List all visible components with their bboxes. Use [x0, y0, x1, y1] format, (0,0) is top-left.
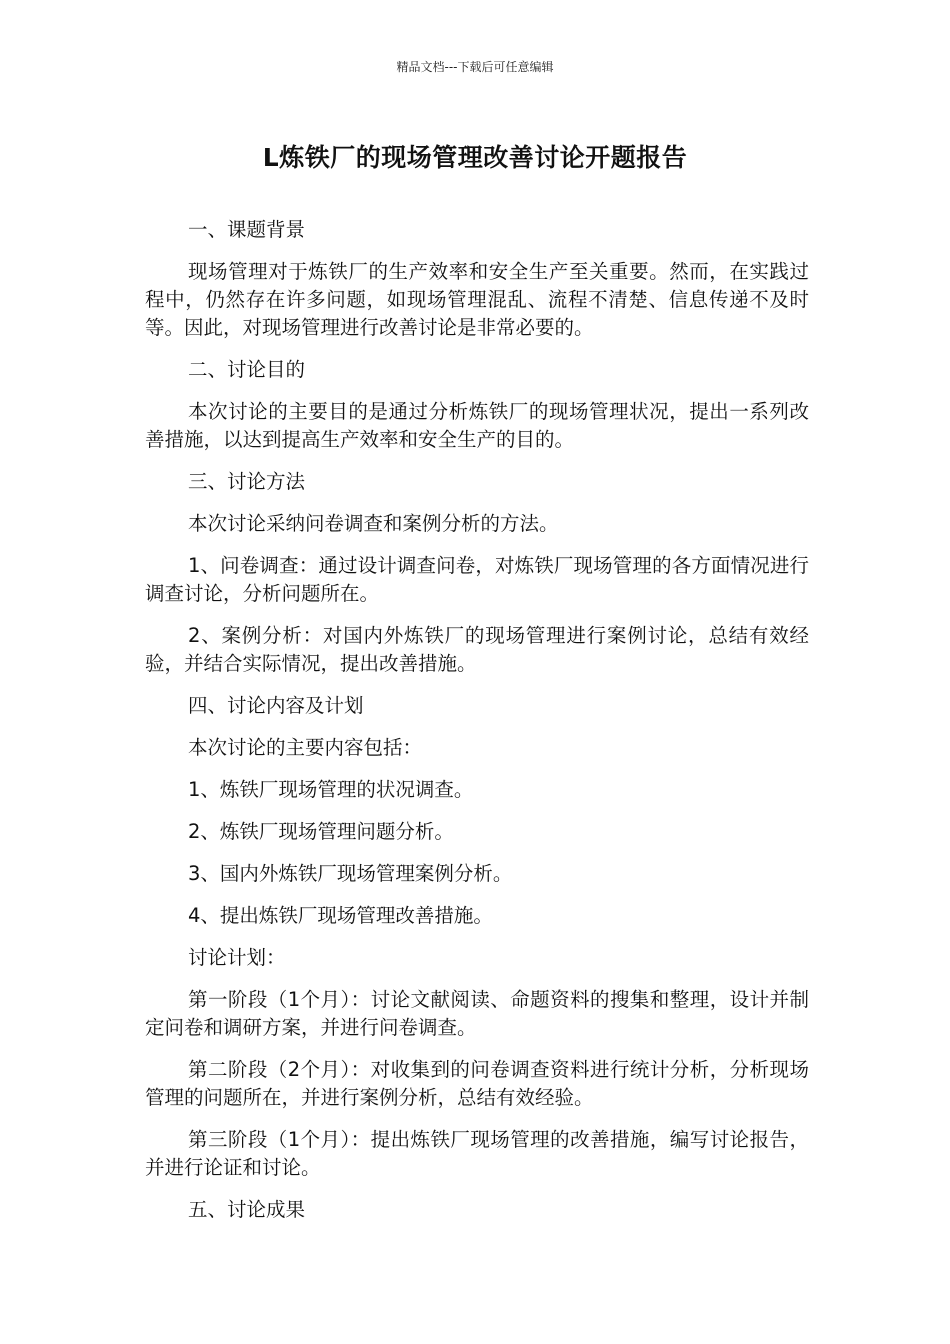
section-heading-method: 三、讨论方法: [188, 470, 306, 493]
paragraph-method-case: 2、案例分析：对国内外炼铁厂的现场管理进行案例讨论，总结有效经验，并结合实际情况，提出改善措施。: [145, 624, 809, 675]
paragraph-purpose: 本次讨论的主要目的是通过分析炼铁厂的现场管理状况，提出一系列改善措施，以达到提高生产效率和安全生产的目的。: [145, 400, 809, 451]
list-item-content-1: 1、炼铁厂现场管理的状况调查。: [188, 778, 474, 801]
paragraph-plan-stage-3: 第三阶段（1个月）：提出炼铁厂现场管理的改善措施，编写讨论报告，并进行论证和讨论。: [145, 1128, 809, 1179]
paragraph-plan-stage-1: 第一阶段（1个月）：讨论文献阅读、命题资料的搜集和整理，设计并制定问卷和调研方案，并进行问卷调查。: [145, 988, 809, 1039]
section-heading-background: 一、课题背景: [188, 218, 306, 241]
section-heading-results: 五、讨论成果: [188, 1198, 306, 1221]
paragraph-content-intro: 本次讨论的主要内容包括：: [188, 736, 423, 759]
document-title: L炼铁厂的现场管理改善讨论开题报告: [262, 143, 688, 172]
paragraph-background: 现场管理对于炼铁厂的生产效率和安全生产至关重要。然而，在实践过程中，仍然存在许多问题，如现场管理混乱、流程不清楚、信息传递不及时等。因此，对现场管理进行改善讨论是非常必要的。: [145, 260, 809, 339]
list-item-content-2: 2、炼铁厂现场管理问题分析。: [188, 820, 454, 843]
section-heading-purpose: 二、讨论目的: [188, 358, 306, 381]
header-note: 精品文档---下载后可任意编辑: [396, 60, 554, 74]
paragraph-method-survey: 1、问卷调查：通过设计调查问卷，对炼铁厂现场管理的各方面情况进行调查讨论，分析问题所在。: [145, 554, 809, 605]
section-heading-content-plan: 四、讨论内容及计划: [188, 694, 364, 717]
list-item-content-3: 3、国内外炼铁厂现场管理案例分析。: [188, 862, 513, 885]
paragraph-plan-label: 讨论计划：: [188, 946, 286, 969]
document-body: [145, 216, 809, 1238]
paragraph-method-intro: 本次讨论采纳问卷调查和案例分析的方法。: [188, 512, 559, 535]
list-item-content-4: 4、提出炼铁厂现场管理改善措施。: [188, 904, 493, 927]
paragraph-plan-stage-2: 第二阶段（2个月）：对收集到的问卷调查资料进行统计分析，分析现场管理的问题所在，并进行案例分析，总结有效经验。: [145, 1058, 809, 1109]
